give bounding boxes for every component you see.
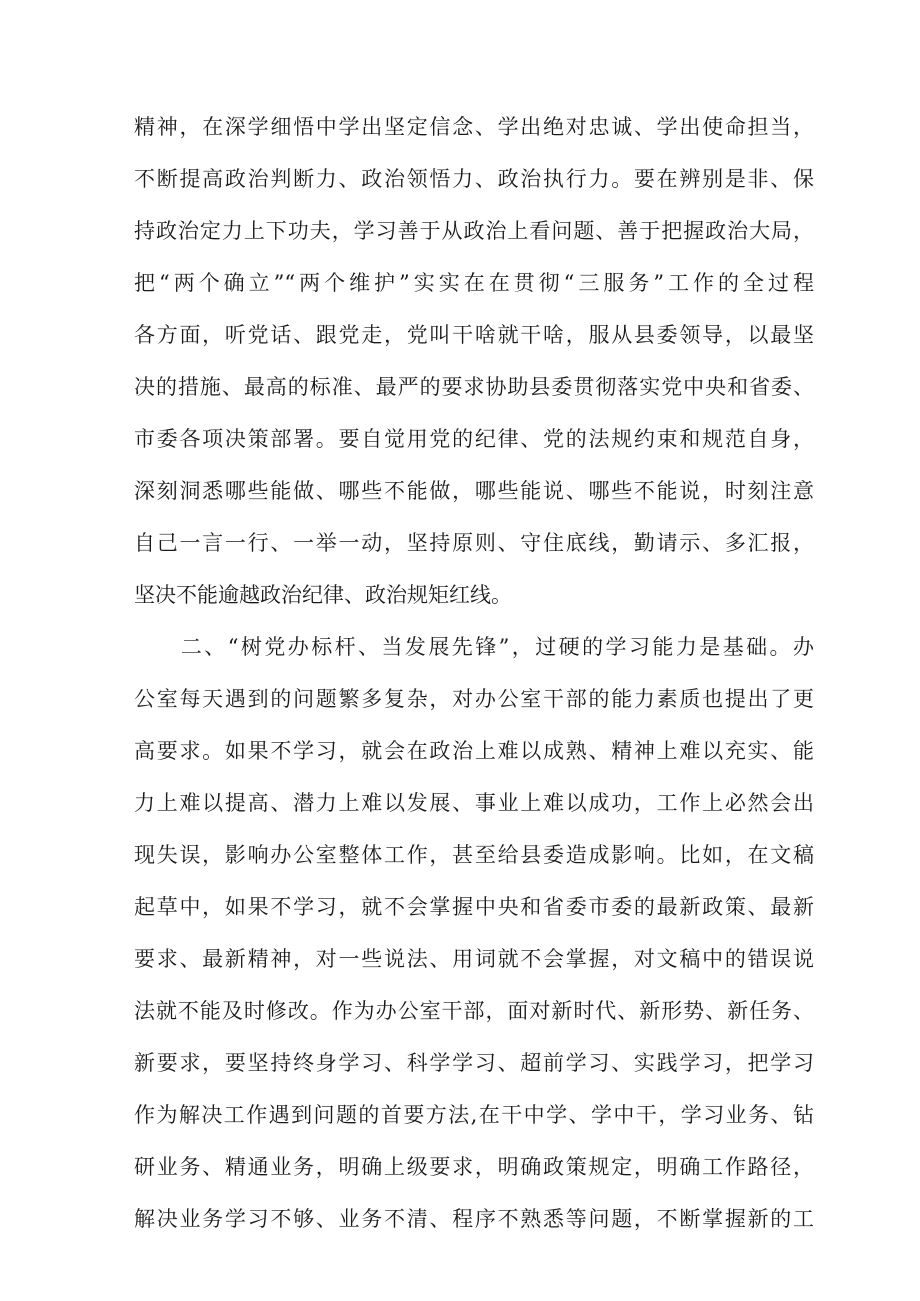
text-line: 力上难以提高、潜力上难以发展、事业上难以成功，工作上必然会出 xyxy=(134,791,814,815)
text-line: 精神，在深学细悟中学出坚定信念、学出绝对忠诚、学出使命担当， xyxy=(134,115,814,139)
text-line: 公室每天遇到的问题繁多复杂，对办公室干部的能力素质也提出了更 xyxy=(134,687,814,711)
text-line: 坚决不能逾越政治纪律、政治规矩红线。 xyxy=(134,583,512,607)
text-line: 研业务、精通业务，明确上级要求，明确政策规定，明确工作路径， xyxy=(134,1155,814,1179)
text-line: 把“两个确立”“两个维护”实实在在贯彻“三服务”工作的全过程 xyxy=(134,271,814,295)
text-line: 法就不能及时修改。作为办公室干部，面对新时代、新形势、新任务、 xyxy=(134,999,814,1023)
text-line: 解决业务学习不够、业务不清、程序不熟悉等问题，不断掌握新的工 xyxy=(134,1207,814,1231)
text-line: 现失误，影响办公室整体工作，甚至给县委造成影响。比如，在文稿 xyxy=(134,843,814,867)
text-line: 自己一言一行、一举一动，坚持原则、守住底线，勤请示、多汇报， xyxy=(134,531,814,555)
text-line: 作为解决工作遇到问题的首要方法,在干中学、学中干，学习业务、钻 xyxy=(134,1103,814,1127)
paragraph-heading-line: 二、“树党办标杆、当发展先锋”，过硬的学习能力是基础。办 xyxy=(134,635,814,659)
text-line: 各方面，听党话、跟党走，党叫干啥就干啥，服从县委领导，以最坚 xyxy=(134,323,814,347)
text-line: 起草中，如果不学习，就不会掌握中央和省委市委的最新政策、最新 xyxy=(134,895,814,919)
text-line: 要求、最新精神，对一些说法、用词就不会掌握，对文稿中的错误说 xyxy=(134,947,814,971)
text-line: 市委各项决策部署。要自觉用党的纪律、党的法规约束和规范自身， xyxy=(134,427,814,451)
text-line: 不断提高政治判断力、政治领悟力、政治执行力。要在辨别是非、保 xyxy=(134,167,814,191)
text-line: 新要求，要坚持终身学习、科学学习、超前学习、实践学习，把学习 xyxy=(134,1051,814,1075)
text-line: 持政治定力上下功夫，学习善于从政治上看问题、善于把握政治大局， xyxy=(134,219,814,243)
text-line: 决的措施、最高的标准、最严的要求协助县委贯彻落实党中央和省委、 xyxy=(134,375,814,399)
text-line: 高要求。如果不学习，就会在政治上难以成熟、精神上难以充实、能 xyxy=(134,739,814,763)
text-line: 深刻洞悉哪些能做、哪些不能做，哪些能说、哪些不能说，时刻注意 xyxy=(134,479,814,503)
